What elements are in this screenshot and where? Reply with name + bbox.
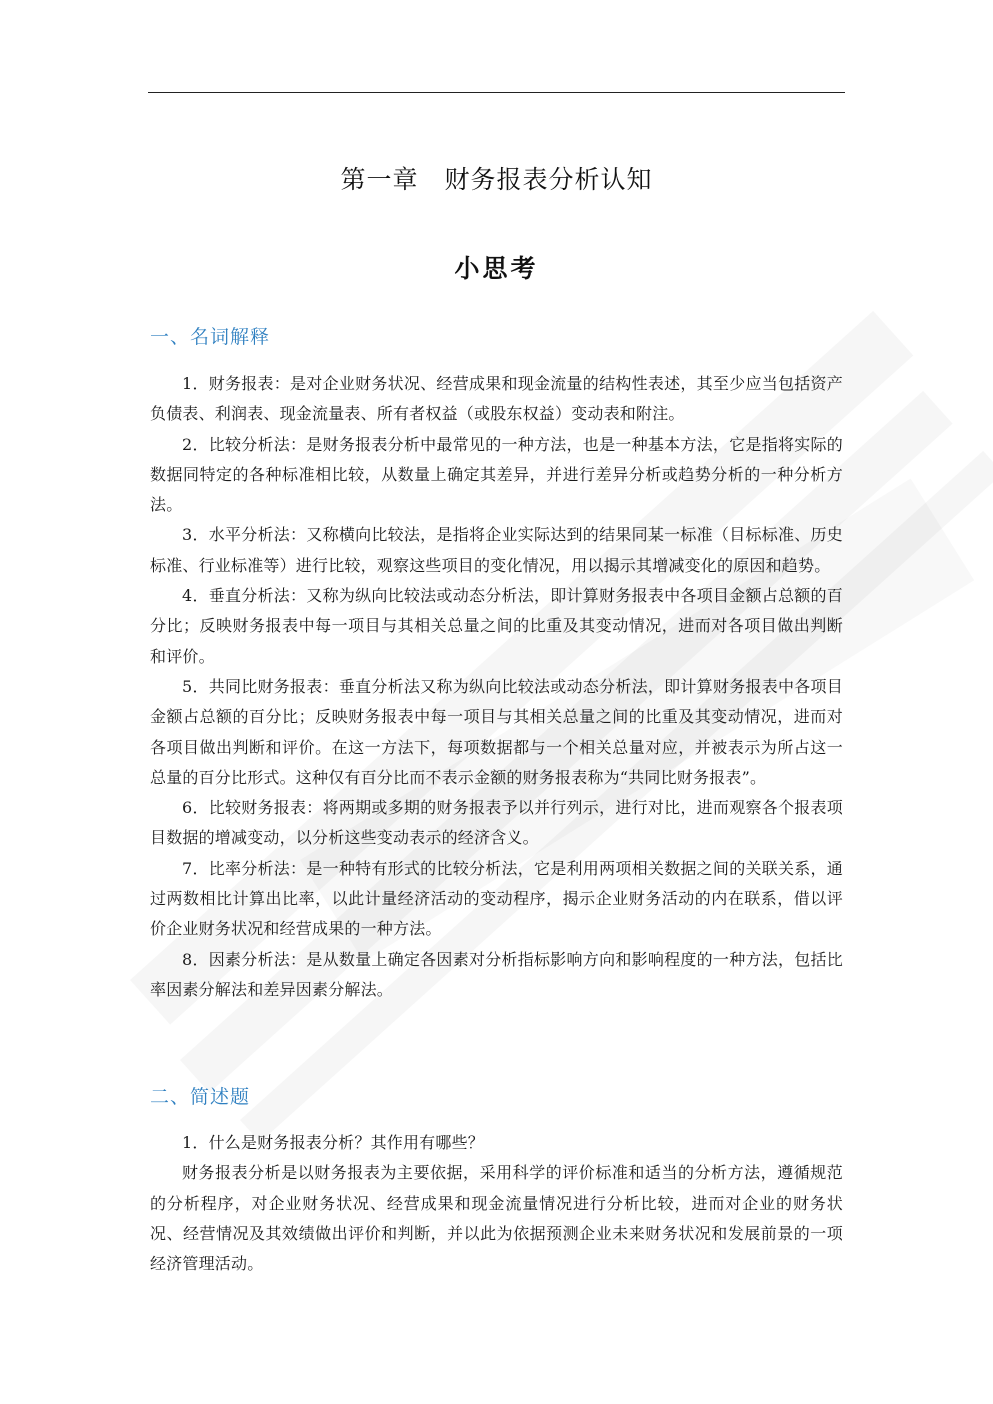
header-rule <box>148 92 845 93</box>
definition-item: 3．水平分析法：又称横向比较法，是指将企业实际达到的结果同某一标准（目标标准、历史标准、行业标准等）进行比较，观察这些项目的变化情况，用以揭示其增减变化的原因和趋势。 <box>150 525 843 575</box>
definitions-list <box>150 369 843 1005</box>
definition-item: 1．财务报表：是对企业财务状况、经营成果和现金流量的结构性表述，其至少应当包括资产负债表、利润表、现金流量表、所有者权益（或股东权益）变动表和附注。 <box>150 374 843 424</box>
definition-item: 5．共同比财务报表：垂直分析法又称为纵向比较法或动态分析法，即计算财务报表中各项目金额占总额的百分比；反映财务报表中每一项目与其相关总量之间的比重及其变动情况，进而对各项目做出判断和评价。在这一方法下，每项数据都与一个相关总量对应，并被表示为所占这一总量的百分比形式。这种仅有百分比而不表示金额的财务报表称为“共同比财务报表”。 <box>150 676 843 787</box>
definition-item: 7．比率分析法：是一种特有形式的比较分析法，它是利用两项相关数据之间的关联关系，通过两数相比计算出比率，以此计量经济活动的变动程序，揭示企业财务活动的内在联系，借以评价企业财务状况和经营成果的一种方法。 <box>150 858 843 939</box>
question-text: 1．什么是财务报表分析？其作用有哪些？ <box>182 1133 484 1152</box>
answer-text: 财务报表分析是以财务报表为主要依据，采用科学的评价标准和适当的分析方法，遵循规范的分析程序，对企业财务状况、经营成果和现金流量情况进行分析比较，进而对企业的财务状况、经营情况及其效绩做出评价和判断，并以此为依据预测企业未来财务状况和发展前景的一项经济管理活动。 <box>150 1163 843 1274</box>
definition-item: 8．因素分析法：是从数量上确定各因素对分析指标影响方向和影响程度的一种方法，包括比率因素分解法和差异因素分解法。 <box>150 949 843 999</box>
definition-item: 2．比较分析法：是财务报表分析中最常见的一种方法，也是一种基本方法，它是指将实际的数据同特定的各种标准相比较，从数量上确定其差异，并进行差异分析或趋势分析的一种分析方法。 <box>150 434 843 515</box>
definition-item: 4．垂直分析法：又称为纵向比较法或动态分析法，即计算财务报表中各项目金额占总额的百分比；反映财务报表中每一项目与其相关总量之间的比重及其变动情况，进而对各项目做出判断和评价。 <box>150 586 843 666</box>
short-answer-block <box>150 1128 843 1279</box>
section-title: 小思考 <box>454 254 539 283</box>
part2-heading: 二、简述题 <box>150 1086 251 1108</box>
chapter-title: 第一章 财务报表分析认知 <box>340 165 653 194</box>
part1-heading: 一、名词解释 <box>150 326 271 348</box>
definition-item: 6．比较财务报表：将两期或多期的财务报表予以并行列示，进行对比，进而观察各个报表项目数据的增减变动，以分析这些变动表示的经济含义。 <box>150 798 843 848</box>
